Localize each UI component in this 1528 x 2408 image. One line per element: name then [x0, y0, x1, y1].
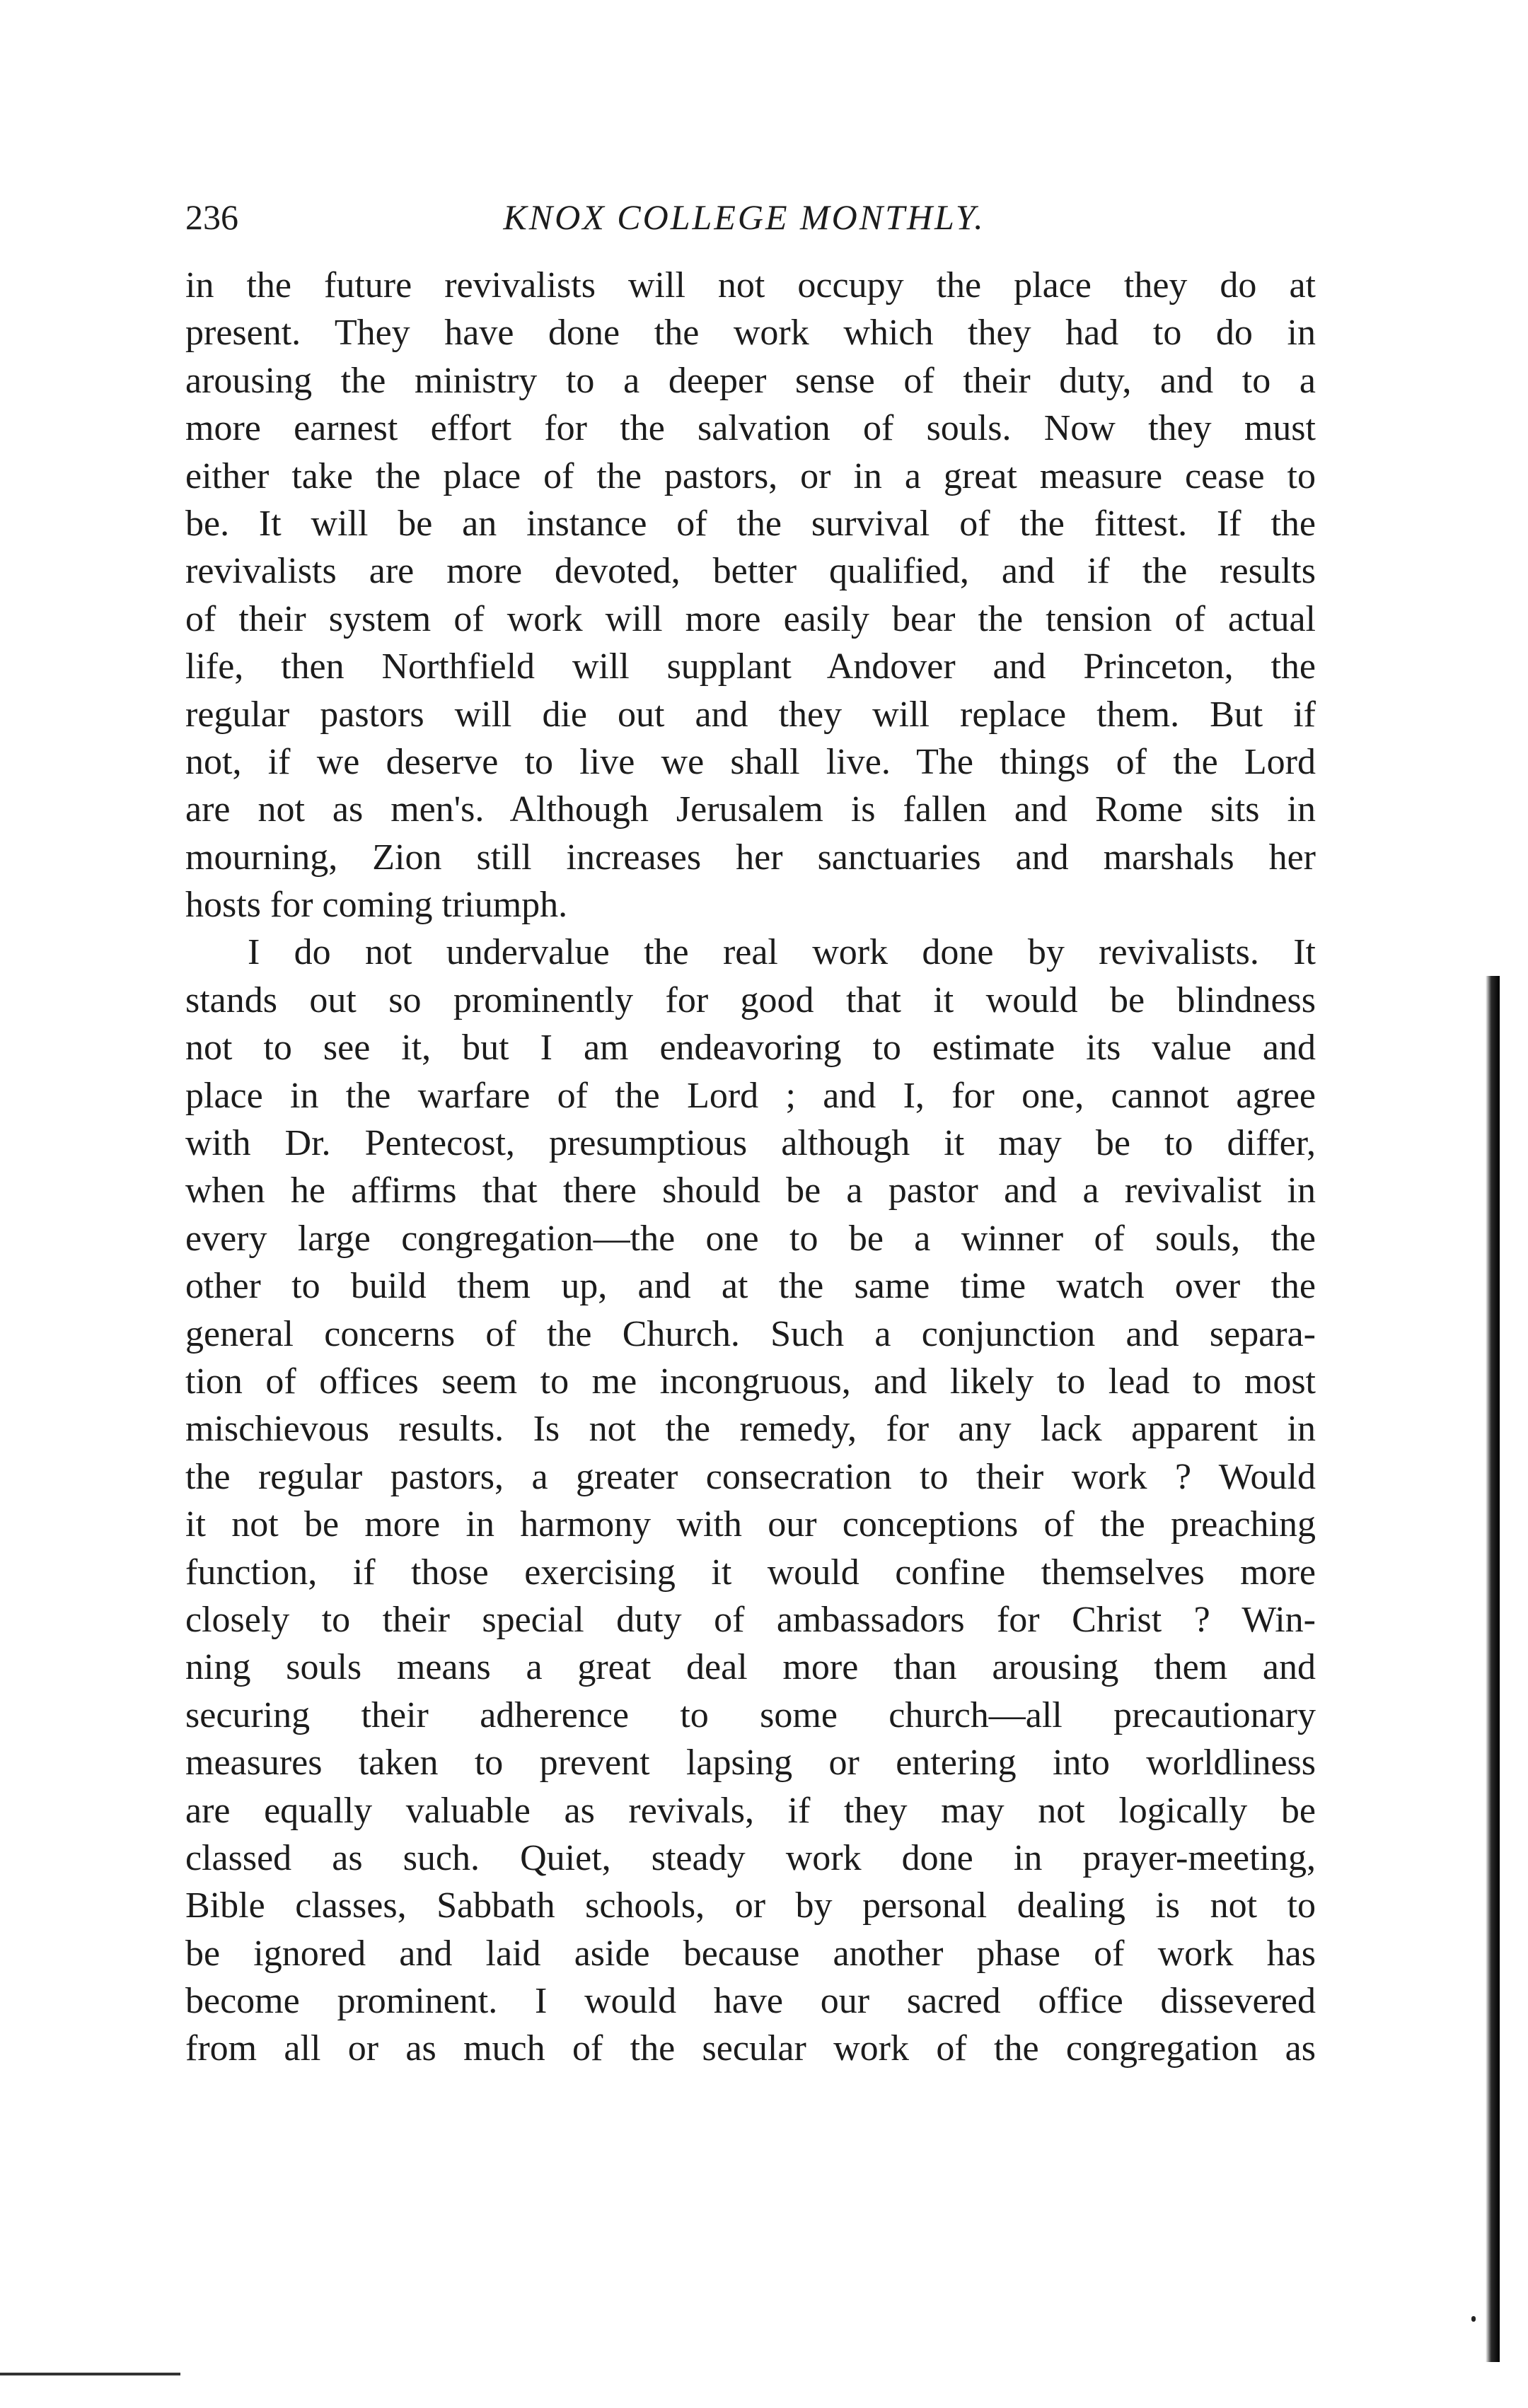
- text-line: be ignored and laid aside because another phase of work has: [185, 1933, 1316, 1974]
- text-line: other to build them up, and at the same time watch over the: [185, 1266, 1316, 1307]
- text-line: stands out so prominently for good that it would be blindness: [185, 979, 1316, 1020]
- text-line: Bible classes, Sabbath schools, or by personal dealing is not to: [185, 1885, 1316, 1926]
- page-header: [185, 192, 1317, 242]
- scan-speck: [1471, 2316, 1476, 2322]
- text-line: tion of offices seem to me incongruous, and likely to lead to most: [185, 1361, 1316, 1402]
- text-line: ning souls means a great deal more than arousing them and: [185, 1647, 1316, 1688]
- body-text: [185, 262, 1316, 2073]
- text-line: are equally valuable as revivals, if they may not logically be: [185, 1790, 1316, 1831]
- text-line: are not as men's. Although Jerusalem is fallen and Rome sits in: [185, 789, 1316, 830]
- text-line: become prominent. I would have our sacred office dissevered: [185, 1981, 1316, 2022]
- text-line: arousing the ministry to a deeper sense of their duty, and to a: [185, 360, 1316, 401]
- page-edge-shadow: [1486, 976, 1500, 2362]
- text-line: the regular pastors, a greater consecration to their work ? Would: [185, 1456, 1316, 1497]
- text-line: mischievous results. Is not the remedy, for any lack apparent in: [185, 1409, 1316, 1450]
- text-line: classed as such. Quiet, steady work done in prayer-meeting,: [185, 1837, 1316, 1878]
- text-line: closely to their special duty of ambassadors for Christ ? Win-: [185, 1599, 1316, 1640]
- text-line: with Dr. Pentecost, presumptious although it may be to differ,: [185, 1123, 1316, 1164]
- bottom-rule: [0, 2373, 180, 2375]
- paragraph: [185, 929, 1316, 2072]
- page-number: 236: [185, 197, 238, 237]
- text-line: either take the place of the pastors, or in a great measure cease to: [185, 455, 1316, 496]
- text-line: measures taken to prevent lapsing or entering into worldliness: [185, 1743, 1316, 1784]
- paragraph: [185, 262, 1316, 929]
- text-line: in the future revivalists will not occupy the place they do at: [185, 265, 1316, 306]
- text-line: of their system of work will more easily bear the tension of actual: [185, 598, 1316, 639]
- text-line: not to see it, but I am endeavoring to estimate its value and: [185, 1028, 1316, 1069]
- text-line: revivalists are more devoted, better qualified, and if the results: [185, 551, 1316, 592]
- text-line: mourning, Zion still increases her sanctuaries and marshals her: [185, 837, 1316, 878]
- text-line: regular pastors will die out and they will replace them. But if: [185, 694, 1316, 735]
- running-head: KNOX COLLEGE MONTHLY.: [503, 197, 985, 237]
- text-line: it not be more in harmony with our conceptions of the preaching: [185, 1504, 1316, 1545]
- text-line: I do not undervalue the real work done by revivalists. It: [248, 932, 1316, 973]
- text-line: life, then Northfield will supplant Andover and Princeton, the: [185, 646, 1316, 687]
- text-line: be. It will be an instance of the survival of the fittest. If the: [185, 503, 1316, 544]
- text-line: every large congregation—the one to be a winner of souls, the: [185, 1218, 1316, 1259]
- text-line: hosts for coming triumph.: [185, 885, 568, 926]
- text-line: more earnest effort for the salvation of souls. Now they must: [185, 408, 1316, 449]
- text-line: place in the warfare of the Lord ; and I, for one, cannot agree: [185, 1075, 1316, 1116]
- text-line: from all or as much of the secular work of the congregation as: [185, 2028, 1316, 2069]
- text-line: function, if those exercising it would confine themselves more: [185, 1552, 1316, 1593]
- text-line: general concerns of the Church. Such a conjunction and separa-: [185, 1313, 1316, 1354]
- text-line: securing their adherence to some church—all precautionary: [185, 1694, 1316, 1735]
- text-line: when he affirms that there should be a pastor and a revivalist in: [185, 1170, 1316, 1211]
- text-line: present. They have done the work which they had to do in: [185, 313, 1316, 354]
- text-line: not, if we deserve to live we shall live. The things of the Lord: [185, 741, 1316, 782]
